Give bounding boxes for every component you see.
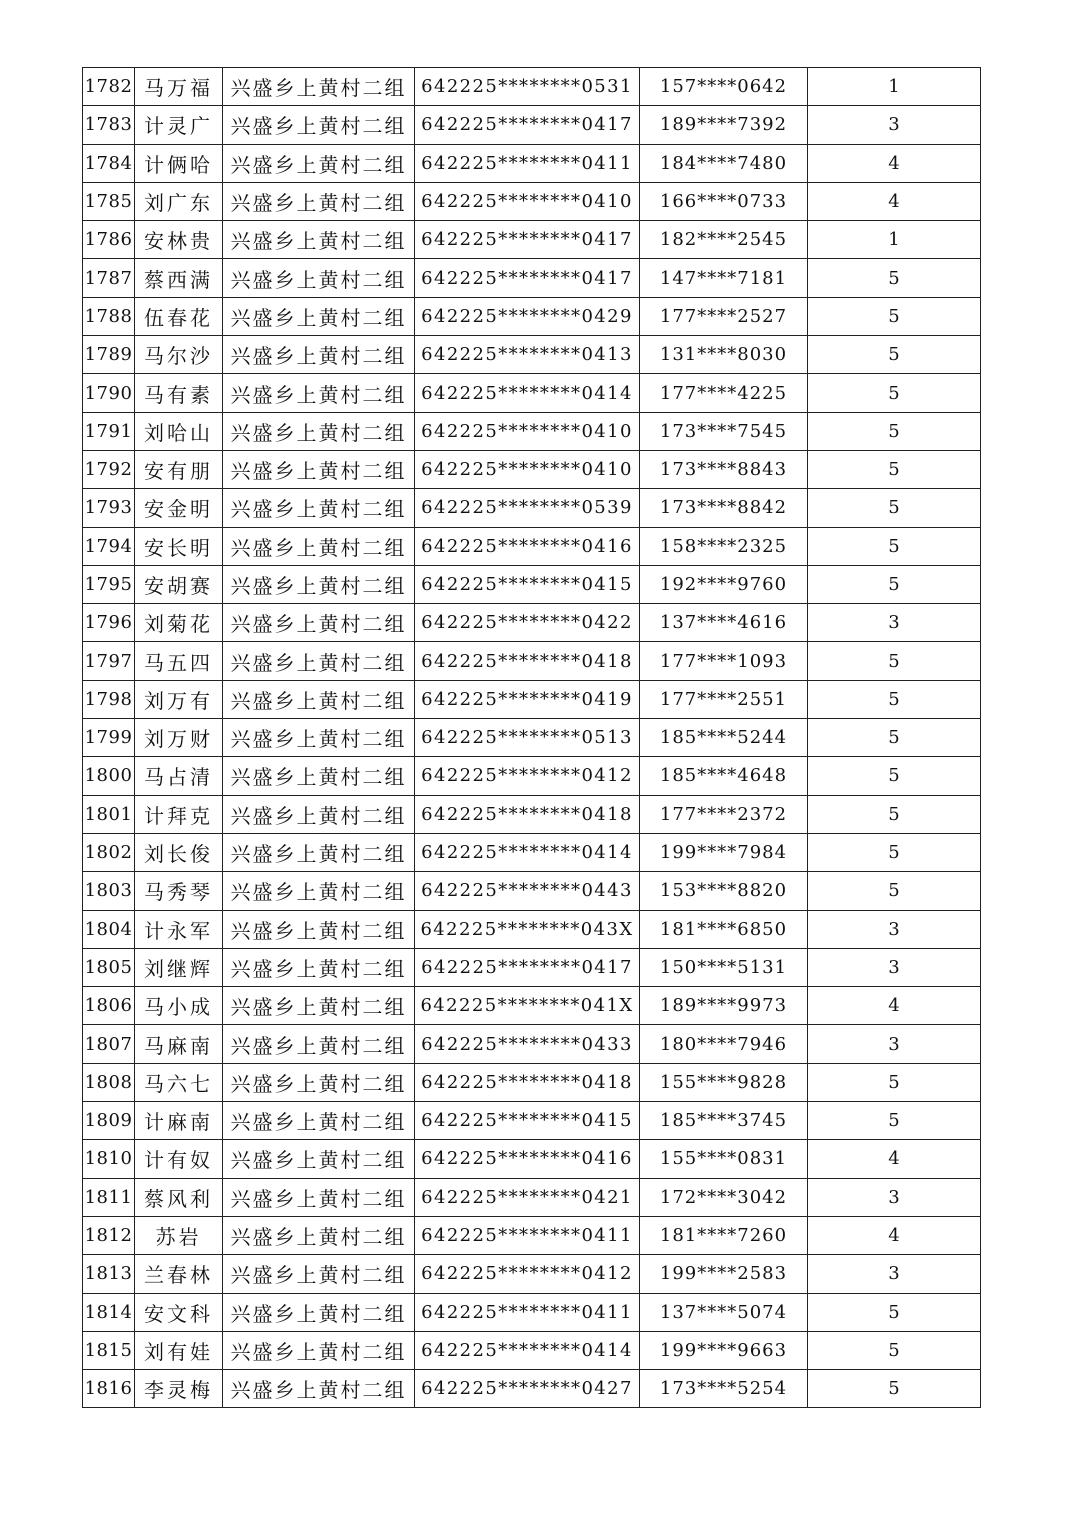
serial-number-cell: 1801 [83,795,135,833]
address-cell: 兴盛乡上黄村二组 [223,948,415,986]
id-number-cell: 642225********0417 [415,221,640,259]
roster-table [82,67,981,1408]
phone-cell: 137****5074 [640,1293,808,1331]
household-count-cell: 5 [808,833,981,871]
household-count-cell: 5 [808,642,981,680]
serial-number-cell: 1806 [83,987,135,1025]
name-cell: 安长明 [135,527,223,565]
phone-cell: 131****8030 [640,336,808,374]
id-number-cell: 642225********0417 [415,106,640,144]
serial-number-cell: 1800 [83,757,135,795]
id-number-cell: 642225********0429 [415,297,640,335]
household-count-cell: 4 [808,182,981,220]
table-row [83,1370,981,1408]
name-cell: 计俩哈 [135,144,223,182]
name-cell: 蔡风利 [135,1178,223,1216]
table-row [83,489,981,527]
table-row [83,259,981,297]
name-cell: 计拜克 [135,795,223,833]
serial-number-cell: 1797 [83,642,135,680]
serial-number-cell: 1782 [83,68,135,106]
serial-number-cell: 1786 [83,221,135,259]
name-cell: 马麻南 [135,1025,223,1063]
table-row [83,1063,981,1101]
name-cell: 刘万有 [135,680,223,718]
household-count-cell: 5 [808,527,981,565]
address-cell: 兴盛乡上黄村二组 [223,297,415,335]
phone-cell: 177****2372 [640,795,808,833]
address-cell: 兴盛乡上黄村二组 [223,221,415,259]
phone-cell: 181****6850 [640,910,808,948]
household-count-cell: 1 [808,221,981,259]
table-row [83,757,981,795]
table-row [83,527,981,565]
phone-cell: 184****7480 [640,144,808,182]
name-cell: 兰春林 [135,1255,223,1293]
serial-number-cell: 1790 [83,374,135,412]
serial-number-cell: 1793 [83,489,135,527]
id-number-cell: 642225********0414 [415,374,640,412]
phone-cell: 177****4225 [640,374,808,412]
address-cell: 兴盛乡上黄村二组 [223,1102,415,1140]
address-cell: 兴盛乡上黄村二组 [223,1370,415,1408]
address-cell: 兴盛乡上黄村二组 [223,987,415,1025]
address-cell: 兴盛乡上黄村二组 [223,1293,415,1331]
address-cell: 兴盛乡上黄村二组 [223,872,415,910]
table-row [83,719,981,757]
id-number-cell: 642225********043X [415,910,640,948]
id-number-cell: 642225********0418 [415,1063,640,1101]
serial-number-cell: 1809 [83,1102,135,1140]
phone-cell: 181****7260 [640,1216,808,1254]
phone-cell: 147****7181 [640,259,808,297]
household-count-cell: 3 [808,1178,981,1216]
id-number-cell: 642225********0415 [415,565,640,603]
serial-number-cell: 1816 [83,1370,135,1408]
household-count-cell: 5 [808,719,981,757]
phone-cell: 137****4616 [640,604,808,642]
phone-cell: 192****9760 [640,565,808,603]
name-cell: 安胡赛 [135,565,223,603]
id-number-cell: 642225********0433 [415,1025,640,1063]
address-cell: 兴盛乡上黄村二组 [223,757,415,795]
serial-number-cell: 1789 [83,336,135,374]
id-number-cell: 642225********0411 [415,144,640,182]
serial-number-cell: 1807 [83,1025,135,1063]
roster-body [83,68,981,1408]
household-count-cell: 1 [808,68,981,106]
household-count-cell: 5 [808,680,981,718]
phone-cell: 180****7946 [640,1025,808,1063]
household-count-cell: 5 [808,297,981,335]
table-row [83,1216,981,1254]
household-count-cell: 5 [808,489,981,527]
serial-number-cell: 1795 [83,565,135,603]
name-cell: 马六七 [135,1063,223,1101]
table-row [83,1255,981,1293]
name-cell: 刘长俊 [135,833,223,871]
serial-number-cell: 1787 [83,259,135,297]
phone-cell: 199****7984 [640,833,808,871]
name-cell: 马小成 [135,987,223,1025]
phone-cell: 157****0642 [640,68,808,106]
household-count-cell: 5 [808,1102,981,1140]
phone-cell: 153****8820 [640,872,808,910]
household-count-cell: 3 [808,604,981,642]
id-number-cell: 642225********0410 [415,450,640,488]
table-row [83,948,981,986]
table-row [83,221,981,259]
table-row [83,297,981,335]
id-number-cell: 642225********0513 [415,719,640,757]
id-number-cell: 642225********0416 [415,1140,640,1178]
phone-cell: 189****9973 [640,987,808,1025]
id-number-cell: 642225********0443 [415,872,640,910]
name-cell: 计有奴 [135,1140,223,1178]
household-count-cell: 3 [808,1025,981,1063]
address-cell: 兴盛乡上黄村二组 [223,68,415,106]
address-cell: 兴盛乡上黄村二组 [223,833,415,871]
phone-cell: 172****3042 [640,1178,808,1216]
id-number-cell: 642225********0531 [415,68,640,106]
serial-number-cell: 1803 [83,872,135,910]
serial-number-cell: 1794 [83,527,135,565]
table-row [83,1331,981,1369]
address-cell: 兴盛乡上黄村二组 [223,489,415,527]
phone-cell: 173****8843 [640,450,808,488]
table-row [83,1102,981,1140]
serial-number-cell: 1798 [83,680,135,718]
table-row [83,412,981,450]
serial-number-cell: 1802 [83,833,135,871]
table-row [83,182,981,220]
table-row [83,68,981,106]
phone-cell: 185****3745 [640,1102,808,1140]
table-row [83,833,981,871]
serial-number-cell: 1815 [83,1331,135,1369]
id-number-cell: 642225********0414 [415,833,640,871]
name-cell: 刘继辉 [135,948,223,986]
serial-number-cell: 1814 [83,1293,135,1331]
household-count-cell: 4 [808,144,981,182]
name-cell: 计麻南 [135,1102,223,1140]
table-row [83,910,981,948]
table-row [83,642,981,680]
address-cell: 兴盛乡上黄村二组 [223,374,415,412]
household-count-cell: 5 [808,450,981,488]
table-row [83,106,981,144]
address-cell: 兴盛乡上黄村二组 [223,527,415,565]
name-cell: 刘哈山 [135,412,223,450]
table-row [83,1178,981,1216]
phone-cell: 173****7545 [640,412,808,450]
table-row [83,680,981,718]
household-count-cell: 4 [808,987,981,1025]
household-count-cell: 3 [808,1255,981,1293]
name-cell: 安有朋 [135,450,223,488]
table-row [83,795,981,833]
household-count-cell: 5 [808,795,981,833]
serial-number-cell: 1792 [83,450,135,488]
table-row [83,336,981,374]
serial-number-cell: 1796 [83,604,135,642]
phone-cell: 185****5244 [640,719,808,757]
name-cell: 安林贵 [135,221,223,259]
name-cell: 李灵梅 [135,1370,223,1408]
address-cell: 兴盛乡上黄村二组 [223,642,415,680]
household-count-cell: 3 [808,910,981,948]
name-cell: 伍春花 [135,297,223,335]
name-cell: 计永军 [135,910,223,948]
name-cell: 马有素 [135,374,223,412]
table-row [83,144,981,182]
phone-cell: 177****2527 [640,297,808,335]
household-count-cell: 5 [808,565,981,603]
id-number-cell: 642225********0417 [415,259,640,297]
serial-number-cell: 1805 [83,948,135,986]
table-row [83,565,981,603]
household-count-cell: 5 [808,1293,981,1331]
name-cell: 马万福 [135,68,223,106]
household-count-cell: 5 [808,374,981,412]
serial-number-cell: 1799 [83,719,135,757]
name-cell: 刘有娃 [135,1331,223,1369]
address-cell: 兴盛乡上黄村二组 [223,1178,415,1216]
serial-number-cell: 1784 [83,144,135,182]
phone-cell: 155****0831 [640,1140,808,1178]
address-cell: 兴盛乡上黄村二组 [223,565,415,603]
id-number-cell: 642225********0539 [415,489,640,527]
name-cell: 安文科 [135,1293,223,1331]
address-cell: 兴盛乡上黄村二组 [223,795,415,833]
household-count-cell: 4 [808,1140,981,1178]
table-row [83,1293,981,1331]
phone-cell: 173****8842 [640,489,808,527]
name-cell: 马五四 [135,642,223,680]
household-count-cell: 3 [808,948,981,986]
phone-cell: 189****7392 [640,106,808,144]
serial-number-cell: 1804 [83,910,135,948]
id-number-cell: 642225********0419 [415,680,640,718]
household-count-cell: 5 [808,412,981,450]
household-count-cell: 4 [808,1216,981,1254]
id-number-cell: 642225********0421 [415,1178,640,1216]
serial-number-cell: 1810 [83,1140,135,1178]
household-count-cell: 5 [808,336,981,374]
table-row [83,450,981,488]
address-cell: 兴盛乡上黄村二组 [223,336,415,374]
name-cell: 苏岩 [135,1216,223,1254]
id-number-cell: 642225********0417 [415,948,640,986]
id-number-cell: 642225********0418 [415,642,640,680]
id-number-cell: 642225********0415 [415,1102,640,1140]
household-count-cell: 5 [808,1331,981,1369]
address-cell: 兴盛乡上黄村二组 [223,1331,415,1369]
phone-cell: 199****2583 [640,1255,808,1293]
household-count-cell: 3 [808,106,981,144]
id-number-cell: 642225********0413 [415,336,640,374]
phone-cell: 185****4648 [640,757,808,795]
address-cell: 兴盛乡上黄村二组 [223,604,415,642]
address-cell: 兴盛乡上黄村二组 [223,259,415,297]
name-cell: 刘广东 [135,182,223,220]
table-row [83,374,981,412]
phone-cell: 182****2545 [640,221,808,259]
phone-cell: 155****9828 [640,1063,808,1101]
name-cell: 马秀琴 [135,872,223,910]
household-count-cell: 5 [808,1063,981,1101]
address-cell: 兴盛乡上黄村二组 [223,719,415,757]
phone-cell: 177****1093 [640,642,808,680]
address-cell: 兴盛乡上黄村二组 [223,1216,415,1254]
id-number-cell: 642225********0410 [415,182,640,220]
id-number-cell: 642225********0427 [415,1370,640,1408]
phone-cell: 199****9663 [640,1331,808,1369]
address-cell: 兴盛乡上黄村二组 [223,106,415,144]
address-cell: 兴盛乡上黄村二组 [223,910,415,948]
name-cell: 安金明 [135,489,223,527]
name-cell: 蔡西满 [135,259,223,297]
id-number-cell: 642225********0412 [415,757,640,795]
address-cell: 兴盛乡上黄村二组 [223,680,415,718]
address-cell: 兴盛乡上黄村二组 [223,1140,415,1178]
household-count-cell: 5 [808,872,981,910]
name-cell: 计灵广 [135,106,223,144]
id-number-cell: 642225********0411 [415,1293,640,1331]
serial-number-cell: 1808 [83,1063,135,1101]
name-cell: 马占清 [135,757,223,795]
serial-number-cell: 1812 [83,1216,135,1254]
household-count-cell: 5 [808,1370,981,1408]
serial-number-cell: 1813 [83,1255,135,1293]
household-count-cell: 5 [808,757,981,795]
id-number-cell: 642225********0410 [415,412,640,450]
household-count-cell: 5 [808,259,981,297]
serial-number-cell: 1791 [83,412,135,450]
address-cell: 兴盛乡上黄村二组 [223,412,415,450]
table-row [83,1140,981,1178]
table-row [83,872,981,910]
id-number-cell: 642225********0422 [415,604,640,642]
address-cell: 兴盛乡上黄村二组 [223,144,415,182]
id-number-cell: 642225********0416 [415,527,640,565]
id-number-cell: 642225********0414 [415,1331,640,1369]
address-cell: 兴盛乡上黄村二组 [223,450,415,488]
table-row [83,604,981,642]
name-cell: 刘万财 [135,719,223,757]
id-number-cell: 642225********0418 [415,795,640,833]
serial-number-cell: 1783 [83,106,135,144]
phone-cell: 150****5131 [640,948,808,986]
id-number-cell: 642225********041X [415,987,640,1025]
serial-number-cell: 1811 [83,1178,135,1216]
phone-cell: 166****0733 [640,182,808,220]
address-cell: 兴盛乡上黄村二组 [223,182,415,220]
phone-cell: 158****2325 [640,527,808,565]
table-row [83,987,981,1025]
serial-number-cell: 1788 [83,297,135,335]
address-cell: 兴盛乡上黄村二组 [223,1255,415,1293]
address-cell: 兴盛乡上黄村二组 [223,1025,415,1063]
name-cell: 刘菊花 [135,604,223,642]
table-row [83,1025,981,1063]
id-number-cell: 642225********0411 [415,1216,640,1254]
address-cell: 兴盛乡上黄村二组 [223,1063,415,1101]
id-number-cell: 642225********0412 [415,1255,640,1293]
serial-number-cell: 1785 [83,182,135,220]
phone-cell: 173****5254 [640,1370,808,1408]
name-cell: 马尔沙 [135,336,223,374]
phone-cell: 177****2551 [640,680,808,718]
